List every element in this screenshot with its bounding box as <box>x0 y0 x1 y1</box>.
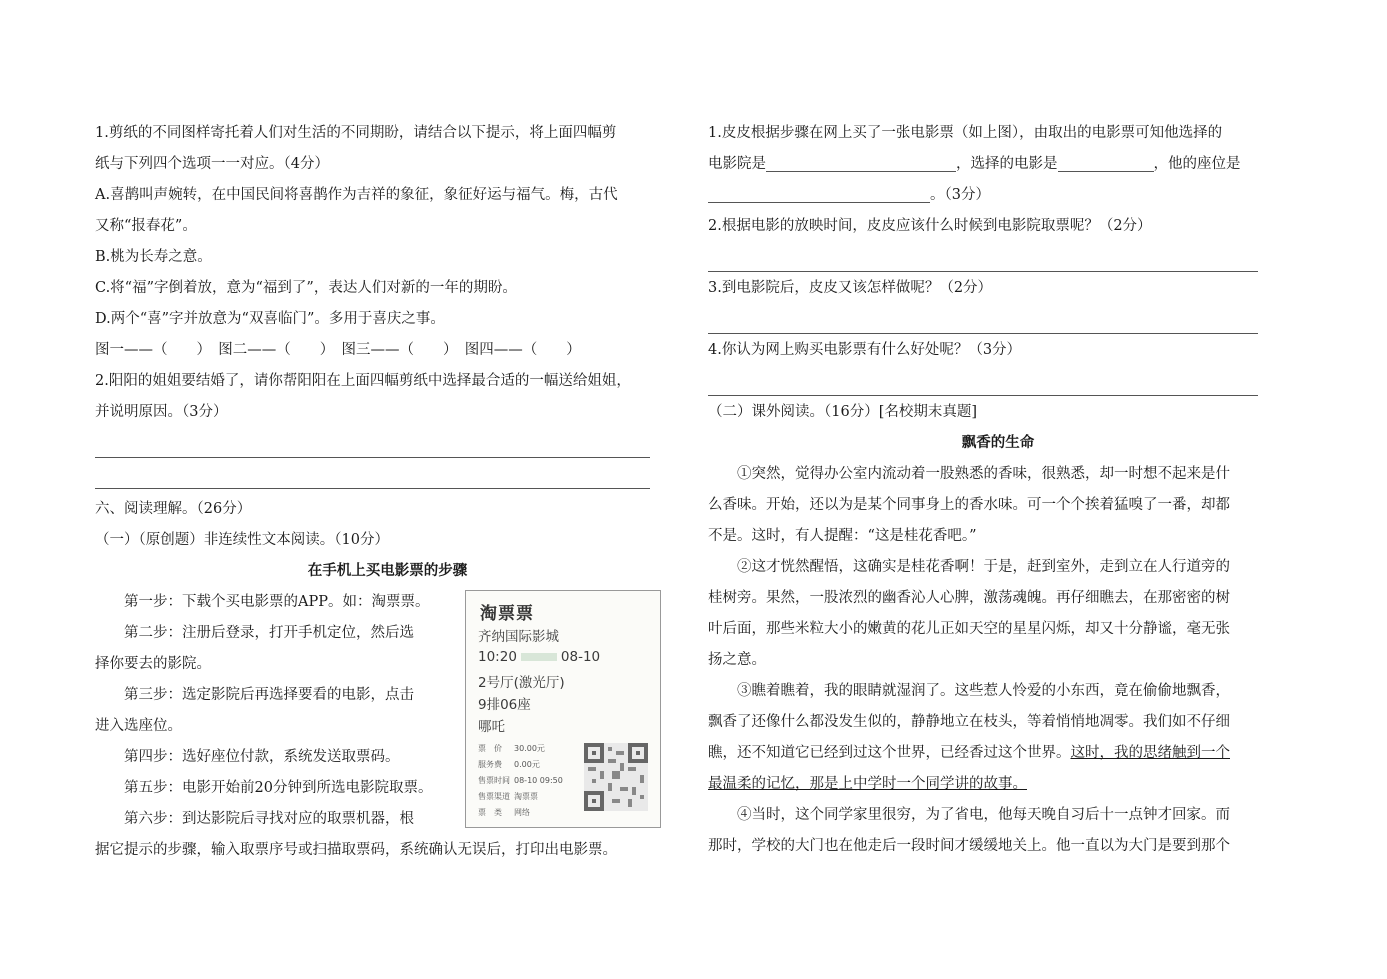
answer-line[interactable] <box>708 366 1288 397</box>
paragraph-2-line-1: ②这才恍然醒悟，这确实是桂花香啊！于是，赶到室外，走到立在人行道旁的 <box>737 559 1230 575</box>
movie-blank[interactable] <box>1058 153 1154 172</box>
step-2-line-1: 第二步：注册后登录，打开手机定位，然后选 <box>124 625 414 641</box>
step-3-line-1: 第三步：选定影院后再选择要看的电影，点击 <box>124 687 414 703</box>
paragraph-4-line-1: ④当时，这个同学家里很穷，为了省电，他每天晚自习后十一点钟才回家。而 <box>737 807 1230 823</box>
ticket-details <box>478 741 563 821</box>
ticket-datetime <box>478 649 600 665</box>
match-line: 图一——（ ） 图二——（ ） 图三——（ ） 图四——（ ） <box>95 342 581 358</box>
sold-time-value: 08-10 09:50 <box>514 776 563 785</box>
story-title: 飘香的生命 <box>961 435 1035 451</box>
paragraph-1-line-2: 么香味。开始，还以为是某个同事身上的香水味。可一个个挨着猛嗅了一番，却都 <box>708 497 1230 513</box>
step-4: 第四步：选好座位付款，系统发送取票码。 <box>124 749 400 765</box>
answer-line[interactable] <box>708 304 1288 335</box>
right-question-2: 2.根据电影的放映时间，皮皮应该什么时候到电影院取票呢？（2分） <box>708 218 1152 234</box>
qr-code-icon <box>584 743 648 811</box>
ticket-date: 08-10 <box>560 649 601 665</box>
movie-prompt: ，选择的电影是 <box>956 156 1058 172</box>
step-1: 第一步：下载个买电影票的APP。如：淘票票。 <box>124 594 430 610</box>
price-value: 30.00元 <box>514 744 545 753</box>
paragraph-3-text: 瞧，还不知道它已经到过这个世界，已经香过这个世界。 <box>708 745 1071 761</box>
paragraph-4-line-2: 那时，学校的大门也在他走后一段时间才缓缓地关上。他一直以为大门是要到那个 <box>708 838 1230 854</box>
type-value: 网络 <box>514 808 530 817</box>
ticket-time: 10:20 <box>478 649 517 665</box>
underlined-sentence-part-2: 最温柔的记忆，那是上中学时一个同学讲的故事。 <box>708 776 1027 792</box>
underlined-sentence-part-1: 这时，我的思绪触到一个 <box>1070 745 1230 761</box>
question-1-line-2: 纸与下列四个选项一一对应。（4分） <box>95 156 329 172</box>
channel-value: 淘票票 <box>514 792 538 801</box>
step-3-line-2: 进入选座位。 <box>95 718 182 734</box>
answer-line[interactable] <box>95 459 680 490</box>
question-2-line-1: 2.阳阳的姐姐要结婚了，请你帮阳阳在上面四幅剪纸中选择最合适的一幅送给姐姐， <box>95 373 631 389</box>
ticket-seat: 9排06座 <box>478 697 531 713</box>
paragraph-1-line-1: ①突然，觉得办公室内流动着一股熟悉的香味，很熟悉，却一时想不起来是什 <box>737 466 1230 482</box>
channel-label: 售票渠道 <box>478 792 510 801</box>
price-label: 票 价 <box>478 744 502 753</box>
answer-line[interactable] <box>95 428 680 459</box>
section-6-heading: 六、阅读理解。（26分） <box>95 501 252 517</box>
paragraph-2-line-3: 叶后面，那些米粒大小的嫩黄的花儿正如天空的星星闪烁，却又十分静谧，毫无张 <box>708 621 1230 637</box>
cinema-prompt: 电影院是 <box>708 156 766 172</box>
option-d: D.两个“喜”字并放意为“双喜临门”。多用于喜庆之事。 <box>95 311 445 327</box>
seat-blank[interactable] <box>708 184 930 203</box>
option-a-line-1: A.喜鹊叫声婉转，在中国民间将喜鹊作为吉祥的象征，象征好运与福气。梅，古代 <box>95 187 618 203</box>
paragraph-3-line-2: 飘香了还像什么都没发生似的，静静地立在枝头，等着悄悄地凋零。我们如不仔细 <box>708 714 1230 730</box>
paragraph-2-line-4: 扬之意。 <box>708 652 766 668</box>
ticket-brand: 淘票票 <box>480 604 534 624</box>
paragraph-2-line-2: 桂树旁。果然，一股浓烈的幽香沁人心脾，激荡魂魄。再仔细瞧去，在那密密的树 <box>708 590 1230 606</box>
ticket-hall: 2号厅(激光厅) <box>478 675 565 691</box>
right-question-1-line-2 <box>708 149 1288 180</box>
ticket-cinema: 齐纳国际影城 <box>478 629 559 645</box>
movie-ticket-image <box>465 590 661 828</box>
blurred-text <box>521 653 557 661</box>
type-label: 票 类 <box>478 808 502 817</box>
part-2-heading: （二）课外阅读。（16分）[名校期末真题] <box>708 404 978 420</box>
option-a-line-2: 又称“报春花”。 <box>95 218 197 234</box>
ticket-movie: 哪吒 <box>478 719 505 735</box>
right-question-1-line-3 <box>708 180 1288 211</box>
sold-time-label: 售票时间 <box>478 776 510 785</box>
option-c: C.将“福”字倒着放，意为“福到了”，表达人们对新的一年的期盼。 <box>95 280 517 296</box>
paragraph-3-line-1: ③瞧着瞧着，我的眼睛就湿润了。这些惹人怜爱的小东西，竟在偷偷地飘香， <box>737 683 1230 699</box>
seat-prompt: ，他的座位是 <box>1153 156 1241 172</box>
step-5: 第五步：电影开始前20分钟到所选电影院取票。 <box>124 780 433 796</box>
article-title: 在手机上买电影票的步骤 <box>307 563 468 579</box>
fee-label: 服务费 <box>478 760 502 769</box>
cinema-blank[interactable] <box>766 153 956 172</box>
right-column <box>708 118 1288 862</box>
fee-value: 0.00元 <box>514 760 540 769</box>
step-6-line-2: 据它提示的步骤，输入取票序号或扫描取票码，系统确认无误后，打印出电影票。 <box>95 842 617 858</box>
question-1-line-1: 1.剪纸的不同图样寄托着人们对生活的不同期盼，请结合以下提示，将上面四幅剪 <box>95 125 617 141</box>
part-1-heading: （一）（原创题）非连续性文本阅读。（10分） <box>95 532 389 548</box>
paragraph-3-line-4 <box>708 769 1288 800</box>
answer-line[interactable] <box>708 242 1288 273</box>
step-6-line-1: 第六步：到达影院后寻找对应的取票机器，根 <box>124 811 414 827</box>
paragraph-3-line-3 <box>708 738 1288 769</box>
paragraph-1-line-3: 不是。这时，有人提醒：“这是桂花香吧。” <box>708 528 977 544</box>
question-2-line-2: 并说明原因。（3分） <box>95 404 228 420</box>
right-question-1-line-1: 1.皮皮根据步骤在网上买了一张电影票（如上图），由取出的电影票可知他选择的 <box>708 125 1223 141</box>
right-question-4: 4.你认为网上购买电影票有什么好处呢？（3分） <box>708 342 1022 358</box>
option-b: B.桃为长寿之意。 <box>95 249 212 265</box>
step-2-line-2: 择你要去的影院。 <box>95 656 211 672</box>
question-1-points: 。（3分） <box>930 187 990 203</box>
right-question-3: 3.到电影院后，皮皮又该怎样做呢？（2分） <box>708 280 993 296</box>
